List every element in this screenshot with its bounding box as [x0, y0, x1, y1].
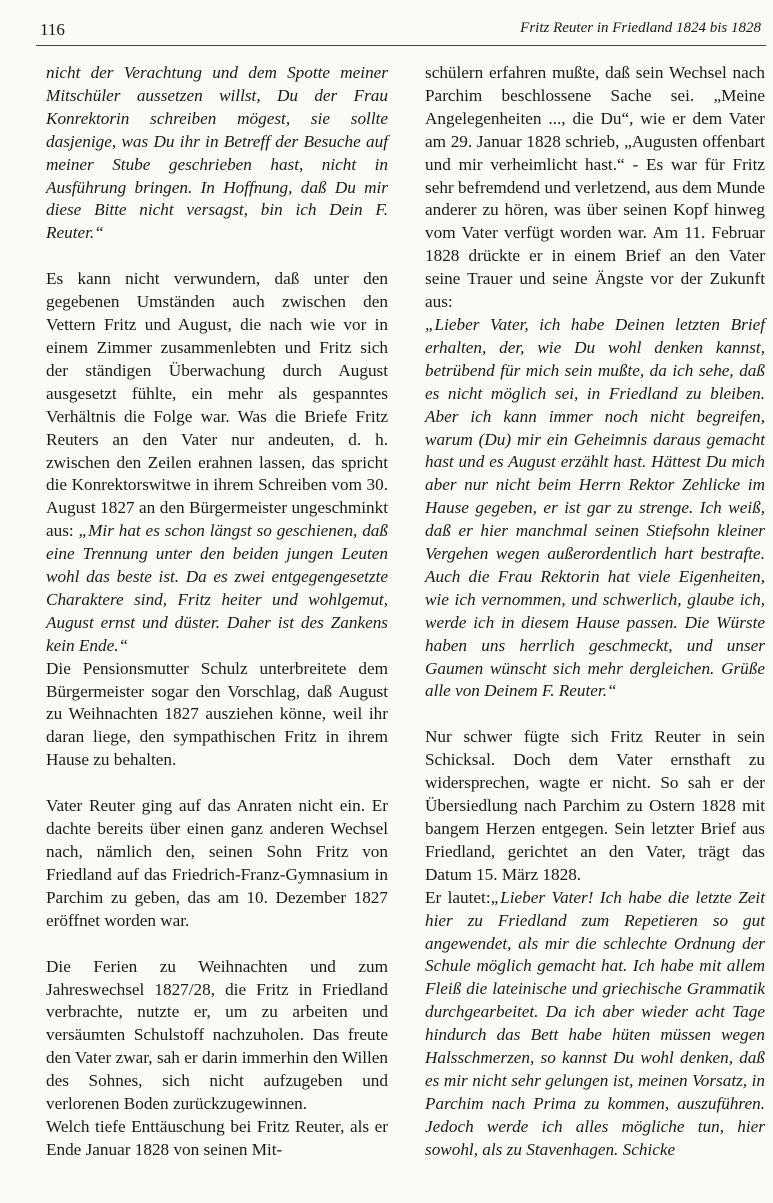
running-title: Fritz Reuter in Friedland 1824 bis 1828	[520, 20, 761, 36]
paragraph-text: Nur schwer fügte sich Fritz Reuter in sein Schicksal. Doch dem Vater ernsthaft zu widersprechen, wagte er nicht. So sah er der Übersiedlung nach Parchim zu Ostern 1828 mit bangem Herzen entgegen. Sein letzter Brief aus Friedland, gerichtet an den Vater, trägt das Datum 15. März 1828.	[425, 727, 765, 884]
paragraph	[425, 887, 765, 1162]
paragraph	[46, 658, 388, 773]
paragraph-text: Vater Reuter ging auf das Anraten nicht ein. Er dachte bereits über einen ganz anderen Wechsel nach, nämlich den, seinen Sohn Fritz von Friedland auf das Friedrich-Franz-Gymnasium in Parchim zu geben, das am 10. Dezember 1827 eröffnet worden war.	[46, 796, 388, 930]
quoted-letter-text: „Lieber Vater, ich habe Deinen letzten Brief erhalten, der, wie Du wohl denken kannst, betrübend für mich sein mußte, da ich sehe, daß es nicht möglich sei, in Friedland zu bleiben. Aber ich kann immer noch nicht begreifen, warum (Du) mir ein Geheimnis daraus gemacht hast und es August erzählt hast. Hättest Du mich aber nur nicht beim Herrn Rektor Zehlicke im Hause gegeben, er ist gar zu strenge. Ich weiß, daß er hier manchmal seinen Stiefsohn kleiner Vergehen wegen außerordentlich hart bestrafte. Auch die Frau Rektorin hat viele Eigenheiten, wie ich vernommen, und schwerlich, glaube ich, werde ich in diesem Hause passen. Die Würste haben uns herrlich geschmeckt, und unser Gaumen wünscht sich mehr dergleichen. Grüße alle von Deinem F. Reuter.“	[425, 314, 765, 701]
paragraph	[46, 956, 388, 1116]
paragraph-text: Welch tiefe Enttäuschung bei Fritz Reuter, als er Ende Januar 1828 von seinen Mit-	[46, 1116, 388, 1159]
paragraph	[425, 62, 765, 314]
header-rule	[36, 45, 766, 46]
paragraph-text: Die Pensionsmutter Schulz unterbreitete dem Bürgermeister sogar den Vorschlag, daß August zu Weihnachten 1827 ausziehen könne, weil ihr daran liege, den sympathischen Fritz in ihrem Hause zu behalten.	[46, 658, 388, 770]
paragraph	[46, 268, 388, 657]
paragraph-text: Es kann nicht verwundern, daß unter den gegebenen Umständen auch zwischen den Vettern Fritz und August, die nach wie vor in einem Zimmer zusammenlebten und Fritz sich der ständigen Überwachung durch August ausgesetzt fühlte, ein mehr als gespanntes Verhältnis die Folge war. Was die Briefe Fritz Reuters an den Vater nur andeuten, d. h. zwischen den Zeilen erahnen lassen, das spricht die Konrektorswitwe in ihrem Schreiben vom 30. August 1827 an den Bürgermeister ungeschminkt aus:	[46, 269, 388, 541]
paragraph	[46, 795, 388, 932]
paragraph-text: Die Ferien zu Weihnachten und zum Jahreswechsel 1827/28, die Fritz in Friedland verbrachte, nutzte er, um zu arbeiten und versäumten Schulstoff nachzuholen. Das freute den Vater zwar, sah er darin immerhin den Willen des Sohnes, sich nicht aufzugeben und verlorenen Boden zurückzugewinnen.	[46, 956, 388, 1114]
quoted-letter-text: „Mir hat es schon längst so geschienen, daß eine Trennung unter den beiden jungen Leuten wohl das beste ist. Da es zwei entgegengesetzte Charaktere sind, Fritz heiter und wohlgemut, August ernst und düster. Daher ist des Zankens kein Ende.“	[46, 521, 388, 655]
paragraph	[46, 62, 388, 245]
page-number: 116	[40, 20, 65, 39]
paragraph-text: schülern erfahren mußte, daß sein Wechsel nach Parchim beschlossene Sache sei. „Meine Angelegenheiten ..., die Du“, wie er dem Vater am 29. Januar 1828 schrieb, „Augusten offenbart und mir verheimlicht hast.“ - Es war für Fritz sehr befremdend und verletzend, aus dem Munde anderer zu hören, was über seinen Kopf hinweg vom Vater verfügt worden war. Am 11. Februar 1828 drückte er in einem Brief an den Vater seine Trauer und seine Ängste vor der Zukunft aus:	[425, 63, 765, 312]
paragraph	[425, 314, 765, 703]
left-column	[46, 62, 388, 1162]
quoted-letter-text: „Lieber Vater! Ich habe die letzte Zeit hier zu Friedland zum Repetieren so gut angewendet, als mir die schlechte Ordnung der Schule möglich gemacht hat. Ich habe mit allem Fleiß die lateinische und griechische Grammatik durchgearbeitet. Da ich aber wieder acht Tage hindurch das Bett habe hüten müssen wegen Halsschmerzen, so kannst Du wohl denken, daß es mir nicht sehr gelungen ist, meinen Vorsatz, in Parchim nach Prima zu kommen, auszuführen. Jedoch werde ich alles mögliche tun, hier sowohl, als zu Stavenhagen. Schicke	[425, 887, 765, 1159]
paragraph	[46, 1116, 388, 1162]
quoted-letter-text: nicht der Verachtung und dem Spotte meiner Mitschüler aussetzen willst, Du der Frau Konrektorin schreiben mögest, sie sollte dasjenige, was Du ihr in Betreff der Besuche auf meiner Stube geschrieben hast, nicht in Ausführung bringen. In Hoffnung, daß Du mir diese Bitte nicht versagst, bin ich Dein F. Reuter.“	[46, 63, 388, 243]
paragraph-text: Er lautet:	[425, 887, 491, 907]
paragraph	[425, 726, 765, 886]
right-column	[425, 62, 765, 1162]
